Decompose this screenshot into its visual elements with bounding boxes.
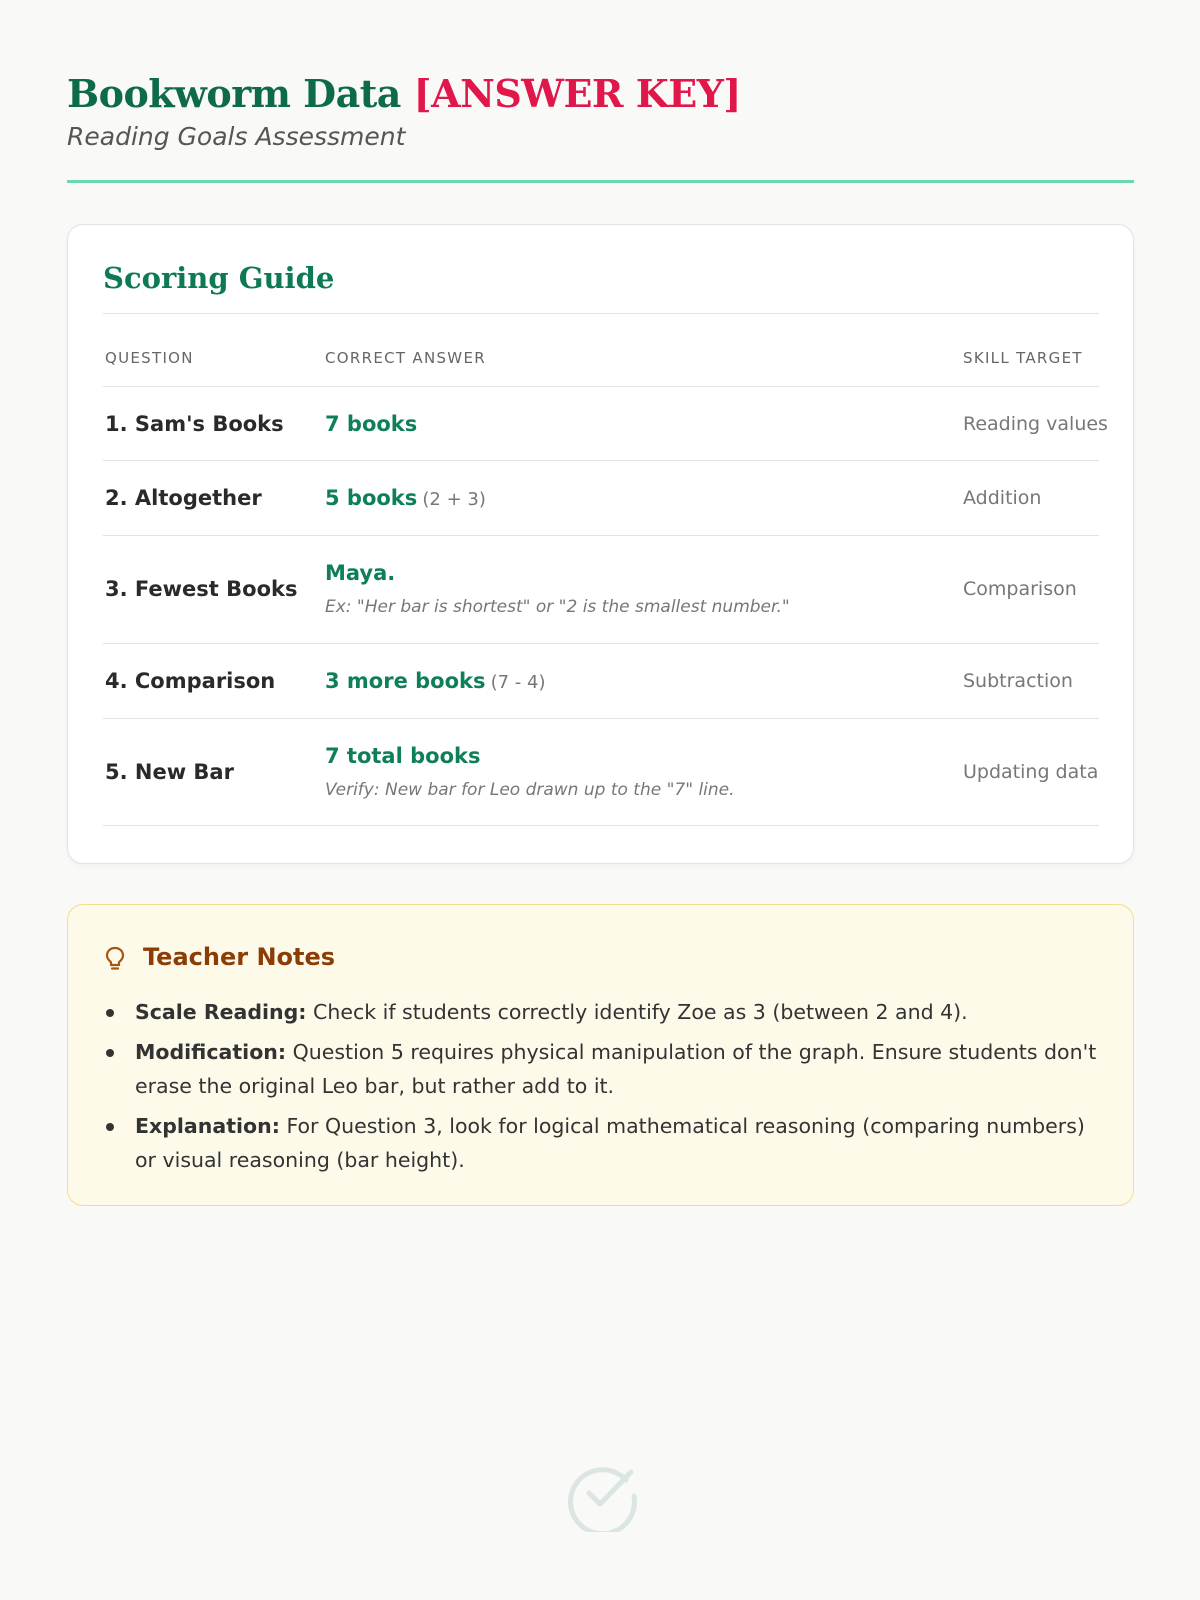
table-row bbox=[103, 460, 1099, 535]
note-label: Explanation: bbox=[135, 1114, 280, 1138]
answer-value: 5 books bbox=[325, 486, 418, 510]
check-circle-icon bbox=[564, 1456, 640, 1532]
list-item bbox=[100, 1109, 1100, 1177]
answer-cell bbox=[325, 744, 735, 800]
bullet bbox=[106, 1009, 114, 1017]
teacher-notes-box bbox=[67, 904, 1134, 1206]
page-header bbox=[67, 70, 1134, 151]
page-subtitle: Reading Goals Assessment bbox=[67, 122, 406, 151]
column-header-skill-target: SKILL TARGET bbox=[963, 349, 1083, 367]
table-row bbox=[103, 643, 1099, 718]
answer-note: Verify: New bar for Leo drawn up to the "7" line. bbox=[325, 780, 735, 800]
note-label: Scale Reading: bbox=[135, 1000, 307, 1024]
skill-cell: Updating data bbox=[963, 761, 1099, 783]
note-text: Question 5 requires physical manipulation of the graph. Ensure students don't erase the original Leo bar, but rather add to it. bbox=[135, 1040, 1097, 1098]
answer-value: 7 books bbox=[325, 412, 418, 436]
answer-key-tag: [ANSWER KEY] bbox=[413, 71, 741, 116]
answer-working: (7 - 4) bbox=[490, 672, 546, 693]
column-header-question: QUESTION bbox=[105, 349, 194, 367]
answer-cell bbox=[325, 669, 545, 693]
note-label: Modification: bbox=[135, 1040, 287, 1064]
answer-value: 3 more books bbox=[325, 669, 486, 693]
teacher-notes-title: Teacher Notes bbox=[143, 943, 336, 971]
answer-cell bbox=[325, 412, 417, 436]
answer-working: (2 + 3) bbox=[422, 489, 486, 510]
answer-note: Ex: "Her bar is shortest" or "2 is the smallest number." bbox=[325, 597, 790, 617]
table-row bbox=[103, 535, 1099, 643]
bullet bbox=[106, 1123, 114, 1131]
header-divider bbox=[67, 180, 1134, 183]
column-header-correct-answer: CORRECT ANSWER bbox=[325, 349, 486, 367]
skill-cell: Addition bbox=[963, 487, 1042, 509]
answer-value: Maya. bbox=[325, 561, 396, 585]
skill-cell: Subtraction bbox=[963, 670, 1073, 692]
table-header bbox=[103, 349, 1099, 379]
list-item bbox=[100, 1035, 1100, 1103]
question-cell: 5. New Bar bbox=[105, 760, 234, 784]
lightbulb-icon bbox=[103, 945, 127, 973]
skill-cell: Comparison bbox=[963, 578, 1077, 600]
question-cell: 1. Sam's Books bbox=[105, 412, 284, 436]
teacher-notes-list bbox=[100, 995, 1100, 1183]
answer-cell bbox=[325, 486, 486, 510]
page-title bbox=[67, 70, 1134, 118]
answer-cell bbox=[325, 561, 790, 617]
question-cell: 3. Fewest Books bbox=[105, 577, 298, 601]
scoring-guide-card bbox=[67, 224, 1134, 864]
title-text: Bookworm Data bbox=[67, 71, 401, 116]
note-text: For Question 3, look for logical mathematical reasoning (comparing numbers) or visual reasoning (bar height). bbox=[135, 1114, 1085, 1172]
question-cell: 2. Altogether bbox=[105, 486, 262, 510]
table-row bbox=[103, 386, 1108, 460]
answer-value: 7 total books bbox=[325, 744, 481, 768]
bullet bbox=[106, 1049, 114, 1057]
question-cell: 4. Comparison bbox=[105, 669, 276, 693]
card-divider bbox=[103, 313, 1099, 314]
skill-cell: Reading values bbox=[963, 413, 1108, 435]
note-text: Check if students correctly identify Zoe as 3 (between 2 and 4). bbox=[313, 1000, 968, 1024]
list-item bbox=[100, 995, 1100, 1029]
scoring-guide-title: Scoring Guide bbox=[103, 261, 335, 295]
table-row bbox=[103, 718, 1099, 826]
